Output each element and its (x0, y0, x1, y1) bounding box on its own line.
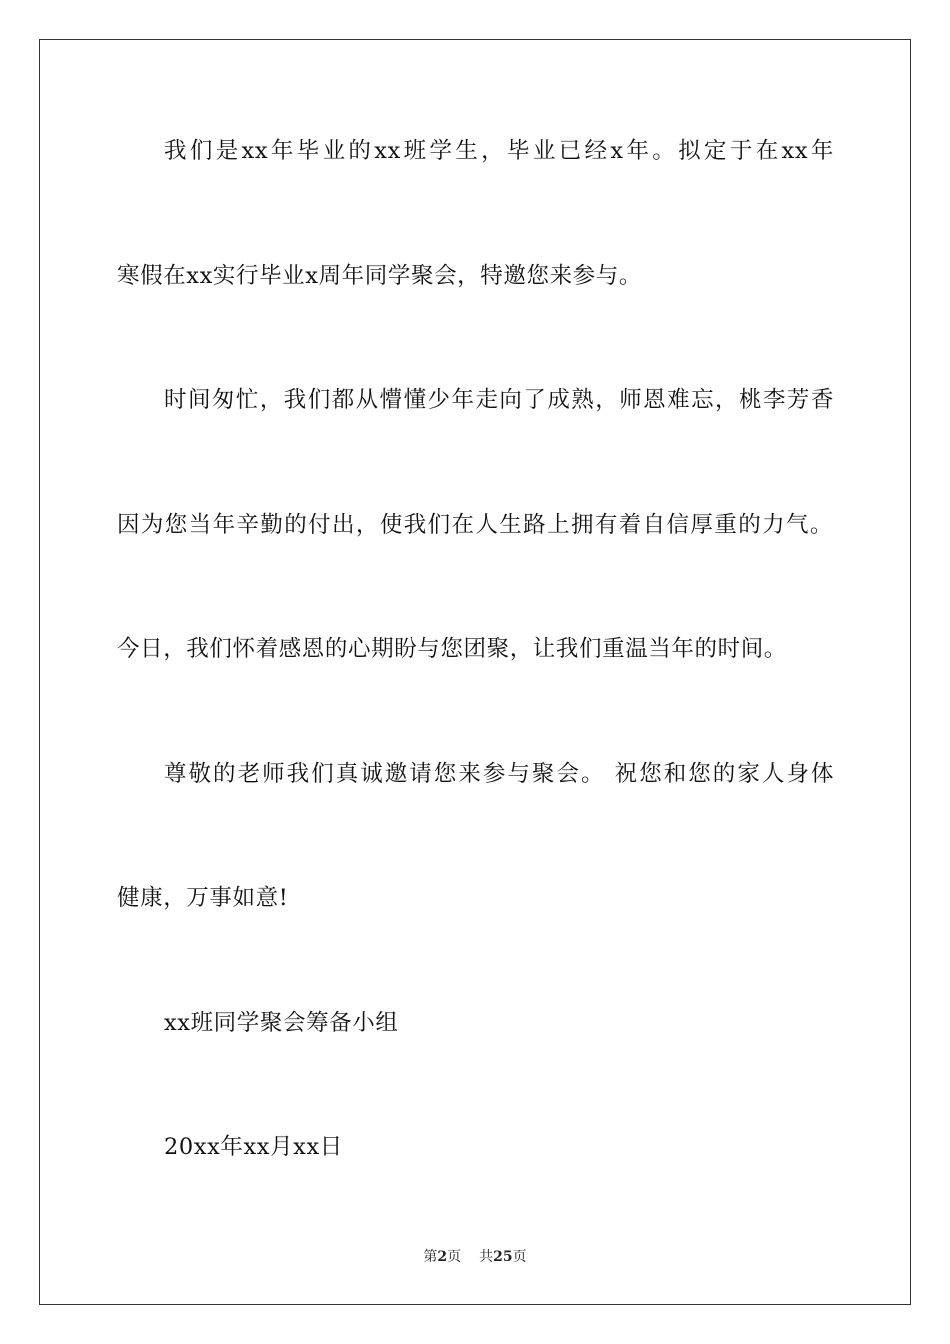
page-prefix: 第 (423, 1249, 438, 1265)
paragraph-1-line-1: 我们是xx年毕业的xx班学生，毕业已经x年。拟定于在xx年 (164, 138, 834, 164)
total-suffix: 页 (512, 1249, 527, 1265)
paragraph-3-line-2: 健康，万事如意! (117, 885, 289, 911)
paragraph-1-line-2: 寒假在xx实行毕业x周年同学聚会，特邀您来参与。 (117, 263, 642, 289)
page-suffix: 页 (447, 1249, 462, 1265)
page-footer (0, 1247, 950, 1267)
paragraph-2-line-1: 时间匆忙，我们都从懵懂少年走向了成熟，师恩难忘，桃李芳香 (164, 387, 834, 413)
total-pages: 25 (493, 1249, 513, 1265)
signature: xx班同学聚会筹备小组 (164, 1010, 399, 1036)
page-number: 2 (437, 1249, 448, 1265)
total-prefix: 共 (479, 1249, 494, 1265)
paragraph-2-line-2: 因为您当年辛勤的付出，使我们在人生路上拥有着自信厚重的力气。 (117, 512, 833, 538)
paragraph-2-line-3: 今日，我们怀着感恩的心期盼与您团聚，让我们重温当年的时间。 (117, 636, 787, 662)
page-frame (39, 39, 911, 1305)
paragraph-3-line-1: 尊敬的老师我们真诚邀请您来参与聚会。 祝您和您的家人身体 (164, 761, 834, 787)
letter-date: 20xx年xx月xx日 (164, 1134, 343, 1160)
